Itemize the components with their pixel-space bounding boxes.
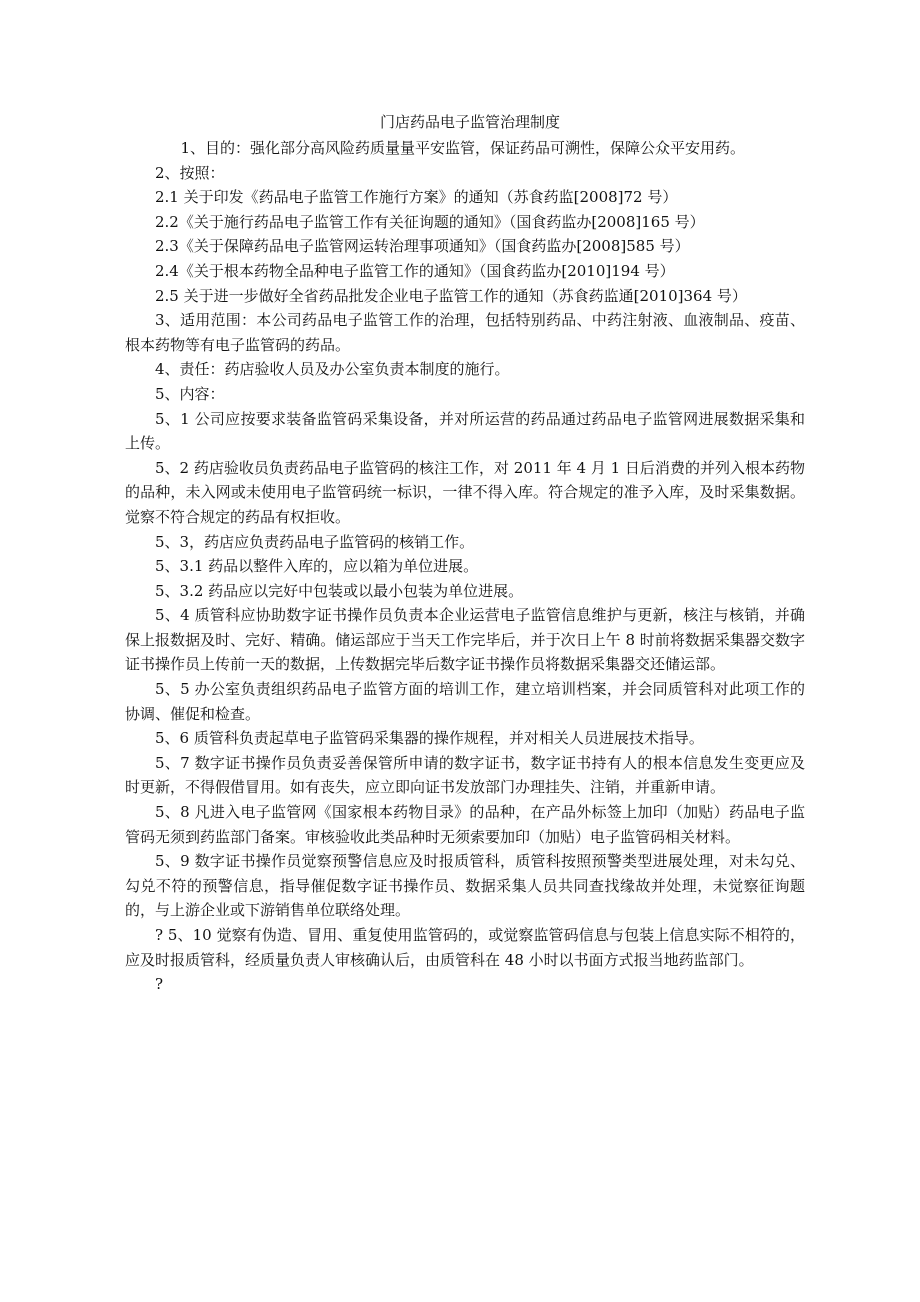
paragraph-content-5-3-1: 5、3.1 药品以整件入库的，应以箱为单位进展。 [155,557,479,576]
paragraph-basis-2-3: 2.3《关于保障药品电子监管网运转治理事项通知》（国食药监办[2008]585 号） [155,237,690,256]
paragraph-trailing-mark: ? [155,975,164,994]
paragraph-content-5-3: 5、3，药店应负责药品电子监管码的核销工作。 [155,532,475,551]
document-page [125,110,805,997]
paragraph-scope: 3、适用范围：本公司药品电子监管工作的治理，包括特别药品、中药注射液、血液制品、疫苗、根本药物等有电子监管码的药品。 [125,311,805,354]
paragraph-content-5-6: 5、6 质管科负责起草电子监管码采集器的操作规程，并对相关人员进展技术指导。 [155,729,704,748]
paragraph-responsibility: 4、责任：药店验收人员及办公室负责本制度的施行。 [155,360,510,379]
paragraph-basis-2-4: 2.4《关于根本药物全品种电子监管工作的通知》（国食药监办[2010]194 号） [155,261,675,280]
paragraph-basis-2-5: 2.5 关于进一步做好全省药品批发企业电子监管工作的通知（苏食药监通[2010]364 号） [155,286,747,305]
paragraph-content-5-8: 5、8 凡进入电子监管网《国家根本药物目录》的品种，在产品外标签上加印（加贴）药品电子监管码无须到药监部门备案。审核验收此类品种时无须索要加印（加贴）电子监管码相关材料。 [125,803,805,846]
paragraph-content-5-5: 5、5 办公室负责组织药品电子监管方面的培训工作，建立培训档案，并会同质管科对此项工作的协调、催促和检查。 [125,680,805,723]
paragraph-content-5-10: ? 5、10 觉察有伪造、冒用、重复使用监管码的，或觉察监管码信息与包装上信息实际不相符的，应及时报质管科，经质量负责人审核确认后，由质管科在 48 小时以书面方式报当地药监部门。 [125,926,805,969]
document-title: 门店药品电子监管治理制度 [379,113,560,131]
paragraph-content-5-9: 5、9 数字证书操作员觉察预警信息应及时报质管科，质管科按照预警类型进展处理，对未勾兑、勾兑不符的预警信息，指导催促数字证书操作员、数据采集人员共同查找缘故并处理，未觉察征询题的，与上游企业或下游销售单位联络处理。 [125,852,805,920]
paragraph-content-5-1: 5、1 公司应按要求装备监管码采集设备，并对所运营的药品通过药品电子监管网进展数据采集和上传。 [125,409,805,453]
paragraph-content-5-4: 5、4 质管科应协助数字证书操作员负责本企业运营电子监管信息维护与更新，核注与核销，并确保上报数据及时、完好、精确。储运部应于当天工作完毕后，并于次日上午 8 时前将数据采集器交数字证书操作员上传前一天的数据，上传数据完毕后数字证书操作员将数据采集器交还储运部。 [125,606,805,674]
paragraph-basis-2-1: 2.1 关于印发《药品电子监管工作施行方案》的通知（苏食药监[2008]72 号） [155,188,678,207]
paragraph-basis-heading: 2、按照： [155,163,225,182]
paragraph-content-heading: 5、内容： [155,384,225,403]
paragraph-content-5-2: 5、2 药店验收员负责药品电子监管码的核注工作，对 2011 年 4 月 1 日后消费的并列入根本药物的品种，未入网或未使用电子监管码统一标识，一律不得入库。符合规定的准予入库，及时采集数据。觉察不符合规定的药品有权拒收。 [125,458,805,526]
paragraph-purpose: 1、目的：强化部分高风险药质量量平安监管，保证药品可溯性，保障公众平安用药。 [180,139,746,157]
paragraph-basis-2-2: 2.2《关于施行药品电子监管工作有关征询题的通知》（国食药监办[2008]165 号） [155,212,705,231]
paragraph-content-5-3-2: 5、3.2 药品应以完好中包装或以最小包装为单位进展。 [155,581,524,600]
paragraph-content-5-7: 5、7 数字证书操作员负责妥善保管所申请的数字证书，数字证书持有人的根本信息发生变更应及时更新，不得假借冒用。如有丧失，应立即向证书发放部门办理挂失、注销，并重新申请。 [125,753,805,797]
